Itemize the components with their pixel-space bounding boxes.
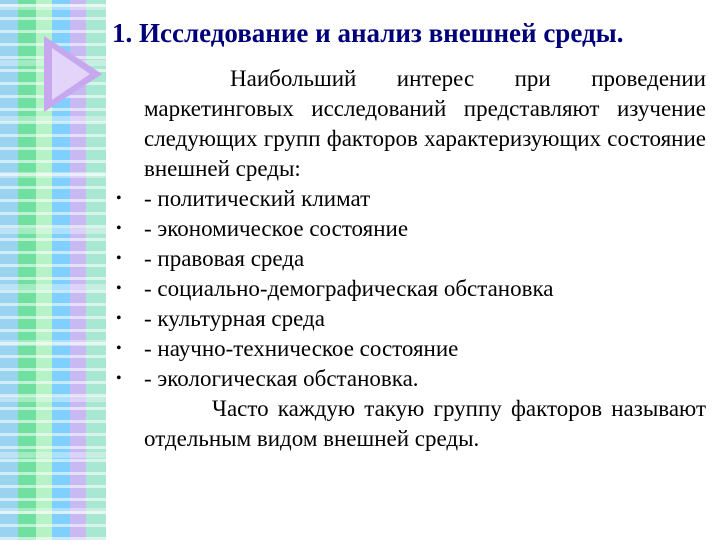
bullet-icon: • (116, 340, 122, 357)
list-item: • - социально-демографическая обстановка (144, 274, 706, 304)
list-item: • - научно-техническое состояние (144, 334, 706, 364)
list-item: • - экономическое состояние (144, 214, 706, 244)
list-item: • - экологическая обстановка. (144, 364, 706, 394)
bullet-icon: • (116, 190, 122, 207)
list-item: • - правовая среда (144, 244, 706, 274)
list-item: • - политический климат (144, 184, 706, 214)
triangle-highlight-icon (52, 48, 90, 100)
bullet-icon: • (116, 310, 122, 327)
bullet-icon: • (116, 250, 122, 267)
closing-paragraph: Часто каждую такую группу факторов называют отдельным видом внешней среды. (144, 396, 706, 451)
bullet-icon: • (116, 280, 122, 297)
factor-list (116, 184, 706, 394)
bullet-icon: • (116, 370, 122, 387)
list-item: • - культурная среда (144, 304, 706, 334)
slide-body (116, 64, 706, 454)
intro-paragraph: Наибольший интерес при проведении маркетинговых исследований представляют изучение следующих групп факторов характеризующих состояние внешней среды: (144, 66, 706, 181)
slide-title: 1. Исследование и анализ внешней среды. (112, 18, 624, 48)
bullet-icon: • (116, 220, 122, 237)
